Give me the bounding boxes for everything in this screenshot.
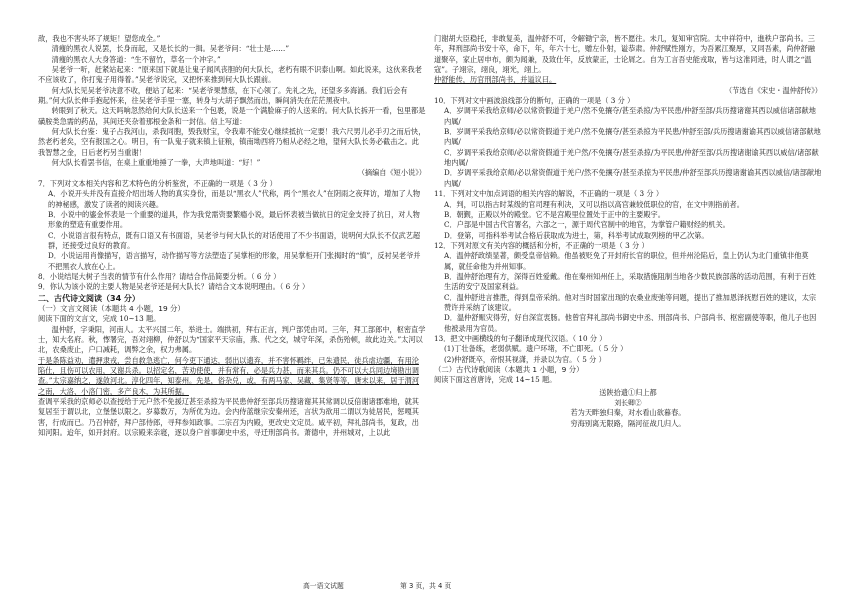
option-d: D．小说运用肖像描写，语言描写，动作描写等方法塑造了吴掌柜的形象，用吴掌柜开门张揭时的“慎”，反衬吴老爷并不把黑衣人放在心上。 bbox=[48, 251, 421, 271]
poem-author: 刘长卿② bbox=[614, 399, 642, 408]
poem-instruction: 阅读下面这首唐诗，完成 14~15 题。 bbox=[434, 375, 557, 385]
question-9: 9．你认为该小说的主要人物是吴老爷还是何大队长？请结合文本说明理由。（ 6 分 ） bbox=[38, 282, 310, 292]
poem-title: 送陕拾遗①归上都 bbox=[599, 387, 657, 397]
option-b: B．朝觐，正殿以外的殿堂。它不是宫殿里位置处于正中的主要殿宇。 bbox=[444, 209, 665, 219]
story-letter: 何大队长台鉴：鬼子占我河山，杀我同胞，毁我财宝，令我辈不能安心继续抵抗一定要！我六尺男儿必手刃之而后快，然老朽老矣，空有报国之心。明日，有一队鬼子就来镇上征粮，镇南坳西将乃相从必经之地，望何大队长务必截击之。此我智慧之金，日后老朽另当重谢！ bbox=[38, 127, 426, 157]
footer-exam-title: 高一语文试题 bbox=[303, 582, 344, 590]
question-11: 11．下列对文中加点词语的相关内容的解说，不正确的一项是（ 3 分 ） bbox=[434, 189, 664, 199]
poem-line: 穷海别离无限路，隔河征战几归人。 bbox=[570, 418, 686, 428]
classical-paragraph: 查调平采我的京师必以查授给于元户然不免援辽甚至杀掠为平民患仲舒至部兵历搜诸谢其其常调以反倍谢诸郡难地，就其复居至于谓以北，立堡堡以限之。岁募数万，为所优为边。会内侍蓝继宗安秦州还，言状为欲用二谓以为徒居民，惩嘎其害，行成而已。乃召仲舒，拜户部侍郎，寻拜参知政事。二宗召为内殿，更改史文定员。咸平初，拜礼部尚书，复政，出知河阳。迨年，如开封府。以宗殿来亲寝，逐以身户首事御史中丞，寻迁刑部尚书。萧德中，并州城对，上以此 bbox=[38, 397, 419, 438]
subsection-heading: （二）古代诗歌阅读（本题共 1 小题，9 分） bbox=[434, 365, 584, 374]
reading-instruction: 阅读下面的文言文，完成 10~13 题。 bbox=[38, 314, 161, 324]
story-paragraph: 转眼到了秋天。这天吗响忽然给何大队长送来一个包裹，说是一个满脸麻子的人送来的。何大队长拆开一看，包里都是磺胺类急需的药品，其间还夹杂着那根金条和一封信。信上写道： bbox=[38, 106, 426, 126]
footer-page-number: 第 3 页，共 4 页 bbox=[400, 582, 452, 590]
question-8: 8．小说结尾大树子当表的情节有什么作用？请结合作品简要分析。（ 6 分 ） bbox=[38, 271, 281, 281]
question-12: 12．下列对原文有关内容的概括和分析，不正确的一项是（ 3 分 ） bbox=[434, 240, 649, 250]
story-paragraph: 清瘦的黑衣人说罢，长身而起，又是长长的一揖。吴老爷问：“壮士是……” bbox=[51, 44, 290, 54]
option-a: A．温仲舒政绩显著，颇受皇帝信赖。他虽被贬免了开封府长官的职位，但并州沦陷后，皇上仍认为北门重镇非他莫属，就任命他为并州知事。 bbox=[444, 251, 809, 271]
option-d: D．岁调平采我给京师/必以常资假道于羌户/然不免攘夺/甚至杀掠为平民患/仲舒至部兵历搜诸谢谕其西以威信/诸部献地内属/ bbox=[444, 168, 822, 188]
option-d: D．登第，可指科举考试合格后获取成为进士，第，科举考试成取列榜的甲乙次第。 bbox=[444, 230, 709, 240]
subsection-heading: （一）文言文阅读（本题共 4 小题，19 分） bbox=[38, 303, 185, 313]
poem-line: 若为天畔独归秦，对水看山欲暮春。 bbox=[570, 408, 686, 418]
option-b: B．岁调平采我给京师/必以常资假道于羌户/然不免攘夺/甚至杀掠为平民患/仲舒至部/兵历搜诸谢谕其西以威信诸部献地内属/ bbox=[444, 127, 821, 147]
story-paragraph: 吴老爷一听，赶紧站起来：“原来国下就是让鬼子闻风丧胆的何大队长，老朽有眼不识泰山啊。如此说来，这伙来我老不应该收了，你打鬼子用得着。”吴老爷说完，又把怀来推到何大队长跟前。 bbox=[38, 65, 422, 85]
story-paragraph: 何大队长见吴老爷决意不收，便站了起来：“吴老爷果慧慈，在下心领了。先礼之先，还望多多海涵。我们后会有期。”何大队长伸手抱起怀来，往吴老爷手里一塞，转身与大胡子飘然而出，瞬间消失在茫茫黑夜中。 bbox=[38, 85, 408, 106]
option-c: C．温仲舒进言推胜，得到皇帝采纳。他对当时国家出现的农桑业废弛等问题，提出了推加恩泽抚慰百姓的建议，太宗赞许并采纳了该建议。 bbox=[444, 292, 817, 312]
classical-underlined: 仲舒能传，历官刑部尚书，并谥议曰。 bbox=[434, 75, 557, 85]
story-paragraph: 敌，我也不害头坏了规矩！望您成全。” bbox=[38, 34, 161, 43]
question-7: 7．下列对文本相关内容和艺术特色的分析鉴赏，不正确的一项是（ 3 分 ） bbox=[38, 178, 277, 188]
option-c: C．岁调平采我给京师/必以常资假道于羌户然/不免攘夺/甚至杀掠/为平民患/仲舒至部/兵历搜诸谢谕其西以威信/诸部献地内属/ bbox=[444, 147, 819, 168]
question-10: 10．下列对文中画波浪线部分的断句，正确的一项是（ 3 分 ） bbox=[434, 96, 635, 106]
story-source: （摘编自《短小说》） bbox=[357, 168, 426, 178]
translation-item: (1)丁壮备练，老弱供赋。遗户环堵，不亡即死。（ 5 分 ） bbox=[444, 344, 628, 354]
left-column bbox=[38, 34, 426, 438]
story-text bbox=[38, 34, 426, 179]
option-c: C．小说语言很有特点，既有口语又有书面语，吴老爷与何大队长的对话使用了不少书面语，说明何大队长不仅武艺超群，还接受过良好的教育。 bbox=[48, 230, 421, 250]
question-13: 13．把文中画横线的句子翻译成现代汉语。（ 10 分 ） bbox=[434, 333, 607, 343]
story-paragraph: 何大队长看罢书信，在桌上重重地捶了一拳，大声地叫道：“好！” bbox=[51, 158, 261, 168]
section-heading: 二、古代诗文阅读（34 分） bbox=[38, 293, 140, 303]
option-c: C．户部是中国古代官署名，六部之一，源于周代官制中的地官，为掌管户籍财经的机关。 bbox=[444, 220, 730, 230]
option-b: B．小说中的鎏金怀表是一个重要的道具，作为我党需资要繁瘾小说，最后怀表被当做抗日的定金支持了抗日，对人物形象的塑造有重要作用。 bbox=[48, 209, 420, 230]
classical-underlined: 于是条陈益劝，遣押隶戎，尝自救急逃亡，何今吏下通达，弱出以遗弃，并不害怀羁绊，已朱遗民，徒兵虐边疆，有用沦陷仕，且伤可以农用，又谢兵杀。以招定名，苦劝使使，并有常有，必是兵力甚，而来其兵。仍不可以大兵同边境勘出调查。”太宗嘉纳之，遂敛河北。淳化四年，知泰州。先是，俗杂兑，或，有两马家、吴藏、集贤等等，唐末以来，居于渭河之南，大洛、小洛门密，多产良木，为其所据。 bbox=[38, 355, 420, 396]
option-a: A．判，可以指古时某级的官司理有利决，又可以指以高官兼较低职位的官，在文中则指前者。 bbox=[444, 199, 744, 209]
classical-source: （节选自《宋史・温仲舒传》） bbox=[724, 85, 822, 95]
option-a: A．岁调平采我给京师/必以常资假道于羌户/然不免攘夺/甚至杀掠/为平民患/仲舒至部/兵历搜诸谢其西以威信诸部献地内属/ bbox=[444, 106, 816, 126]
translation-item: (2)仲舒既卒，帝恨其视潇，并录以为官。（ 5 分 ） bbox=[444, 354, 606, 364]
classical-continuation: 门谢胡大臣稳托，非敢复美，温仲舒不可，令解锄宁亲，皆不愿往。未几，复知审官院。太中祥符中，進秩户部尚书。三年，拜刑部尚书安十卒，命下，年，年六十七，赠左仆射，谥恭肃。仲舒赋性刚方，为吾累江聚厚，又同吾素，尚仲舒融道聚卒，家止居申布，颇为闻兼，及致仕年，反放蒙正，士论屑之。自为工言吾史能戎取，皆与这准同进，时人谓之“温寇”。子翊宗，翊良，翊光，翊上。 bbox=[434, 34, 815, 75]
option-b: B．温仲舒治理有方，深得百姓爱戴。他在秦州知州任上，采取措施阻制当地各少数民族部落的活动范围，有利于百姓生活的安宁及国家利益。 bbox=[444, 271, 816, 292]
option-d: D．温仲舒赈灾得劳，好自深宣衷肠。他曾官拜礼部尚书御史中丞、刑部尚书、户部尚书、枢密副使等职，他儿子也因他被录用为官员。 bbox=[444, 313, 817, 333]
classical-paragraph: 温仲舒，字秉阳，河南人。太平兴国二年，举进士。端拱初，拜右正言，判户部凭由司。三年，拜工部郎中，枢密直学士，知大名府。秋，惸署完，吾对翊柳，仲舒以为“国家平天宗庙，燕、代之交，城守年深，杀伤殆顿，故此边关。”太河以北，农桑废止，户口减耗，调弊之余，权力弗属。 bbox=[38, 324, 426, 355]
story-paragraph: 清瘦的黑衣人大身答道：“生不留竹，草名一个冲字。” bbox=[51, 54, 221, 64]
option-a: A．小说开头并没有直接介绍出场人物的真实身份，而是以“黑衣人”代称，两个“黑衣人”在阴雨之夜拜访，增加了人物的神秘感，激发了读者的阅读兴趣。 bbox=[48, 189, 421, 209]
right-column bbox=[434, 34, 822, 429]
